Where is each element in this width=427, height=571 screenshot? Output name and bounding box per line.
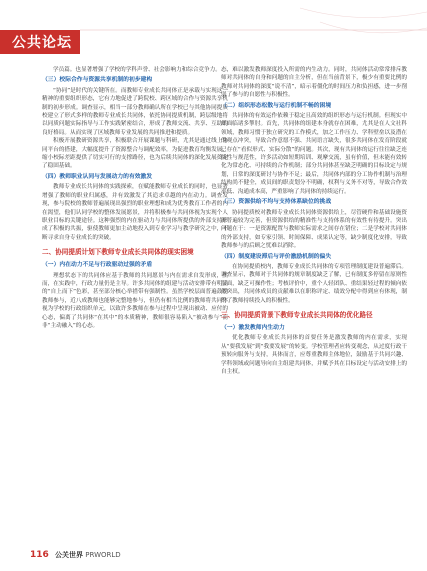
subsection-heading: （一）内在动力不足与行政驱动过强的矛盾 [42,262,153,269]
subsection-heading: （三）资源供给不均与支持体系缺位的挑战 [221,199,332,206]
paragraph: “协同”是时代的关键所在。而教师专业成长共同体正是承载与实现这一精神的重要组织形态，它有力地促进了跨院校、跨区域的合作与资源共享机制的初步形成。调查显示，相当一部分教师确认所在学校已与其他协同提质校建立了形式多样的教师专业成长共同体，依托协同提质机制，跨层级地将以同质问题实际指导与工作实践紧密结合，形成了教师交流、共享、互助的良好格局。从而实现了区域教师专业发展的共同推进和提质。 [42,87,228,136]
left-column [42,66,228,330]
paragraph: 优化教师专业成长共同体的首要任务是激发教师的内在需求，实现从“要我发展”到“我要发展”的转变。学校管理者应转变观念，从过度行政干预转向服务与支持，具体而言，应尊重教师主体地位，鼓励基于共同兴趣、学科领域或问题导向自主组建共同体，并赋予其在目标设定与活动安排上的自主权。 [221,335,407,375]
paragraph: 在协同提质校内，教师专业成长共同体的专项管理制度建设普遍滞后。调查显示，教师对于共同体的规章制度缺乏了解，已有制度多停留在原则性层面，缺乏可操作性；考核评价中，重个人轻团队、重结果轻过程的倾向依然突出，共同体成员的贡献难以在职称评定、绩效分配中得到应有体现，制约了教师持续投入的积极性。 [221,263,407,304]
paragraph: 态，难以激发教师深度投入所需的内生动力。同时，共同体活动常常排斥教师对共同体的自身和问题的自主分析，但在当前背景下，极少有重要比例的教师对共同体的深度“说不清”，暗示着僵化的时间压力和负担感，进一步削弱了参与的自愿性与积极性。 [221,67,407,99]
page-number: 116 [30,550,49,560]
section-title: 公共论坛 [12,35,72,51]
page-footer [30,550,121,560]
paragraph: 学员篇。也显著增强了学校的学科声誉、社会影响力和综合竞争力。 [53,67,221,73]
paragraph: 协同提质校对教师专业成长共同体资源供给上，尽管硬件和基础设施资源普遍较为完善，但资源供给的精准性与支持体系的有效性有待提升。突出问题在于：一是资源配置与教师实际需求之间存在错位；二是学校对共同体的外部支持，如专家引领、时间保障、成果认定等，缺少制度化安排，导致教师参与的后顾之忧难以消除。 [221,209,407,250]
page-header [0,0,427,62]
paragraph: 积极开展教研资源共享，积极联合开展课题与科研，尤其是通过线上协同平台的搭建，大幅度提升了资源整合与调配效率，为促进教育均衡发展、缩小校际差距提供了切实可行的支撑路径，也为后续共同体的深化发展奠定了稳固基础。 [42,138,228,170]
paragraph: 理想状态下的共同体应基于教师的共同愿景与内在需求自发形成，然而，在实践中，行政力量仍是主导。许多共同体的组建与活动安排带有明显的“自上而下”色彩，甚至部分核心举措带有强制性。虽然学校层面普遍鼓励教师参与，近八成教师也能够完整地参与，但仍有相当比例的教师将共同体视为学校的行政组织单元，以致许多教师在参与过程中呈现出被动、应付的心态，偏离了共同体“在其中”的本质精神，教师很容易陷入“被动参与”而非“主动融入”的心态。 [42,272,228,329]
publication-name: 公关世界 [55,551,84,559]
paragraph: 教师专业成长共同体的实践探索，在赋能教师专业成长的同时，也显著增强了教师的职业归属感，并有效激发了其追求卓越的内在动力。调查发现，参与院校的教师普遍展现出强烈的职业理想和成为优秀教育工作者的内在渴望，他们认同学校的整体发展愿景，并将积极参与共同体视为实现个人职业目标的关键途径。这种强烈的内在驱动力与共同体所提供的外部支持形成了积极的共振，驱使教师更加主动地投入到专业学习与教学研究之中，不断寻求自身专业成长的突破。 [42,184,228,241]
subsection-heading: （二）组织形态松散与运行机制不畅的困境 [221,102,332,109]
right-column [221,66,407,376]
subsection-heading: （四）教师职业认同与发展动力的有效激发 [42,173,153,180]
section-heading: 三、协同提质背景下教师专业成长共同体的优化路径 [221,310,373,319]
subsection-heading: （四）制度建设滞后与评价激励机制的偏失 [221,253,332,260]
subsection-heading: （三）校际合作与资源共享机制的初步建构 [42,77,153,84]
section-heading: 二、协同提质计划下教师专业成长共同体的现实困境 [42,248,194,257]
issue-label: PRWORLD [85,551,121,559]
paragraph: 共同体的有效运作依赖于稳定且高效的组织形态与运行机制。但现实中却面临诸多掣肘。首先，共同体的组建本身就存在困难，尤其是在人文社科领域，教师习惯于独立研究的工作模式，加之工作压力、学科壁垒以及潜在的观点冲突，导致合作意愿不强、共同语言缺失，很多共同体在发育阶段就已存在“看似形式、实际分散”的问题。其次，现有共同体的运行往往缺乏连续性与规范性，许多活动如短期培训、观摩交流，虽有价值，但未能有效转化为常态化、可持续的合作机制；部分共同体甚至缺乏明确的目标设定与规划，日常的深度研讨与协作不足；最后，共同体内部的分工协作机制与治理结构尚不健全，成员间的职责划分不明确，权利与义务不对等，导致合作效率低、沟通成本高，严重影响了共同体的持续运行。 [221,113,407,195]
subsection-heading: （一）激发教师内生动力 [221,324,285,331]
